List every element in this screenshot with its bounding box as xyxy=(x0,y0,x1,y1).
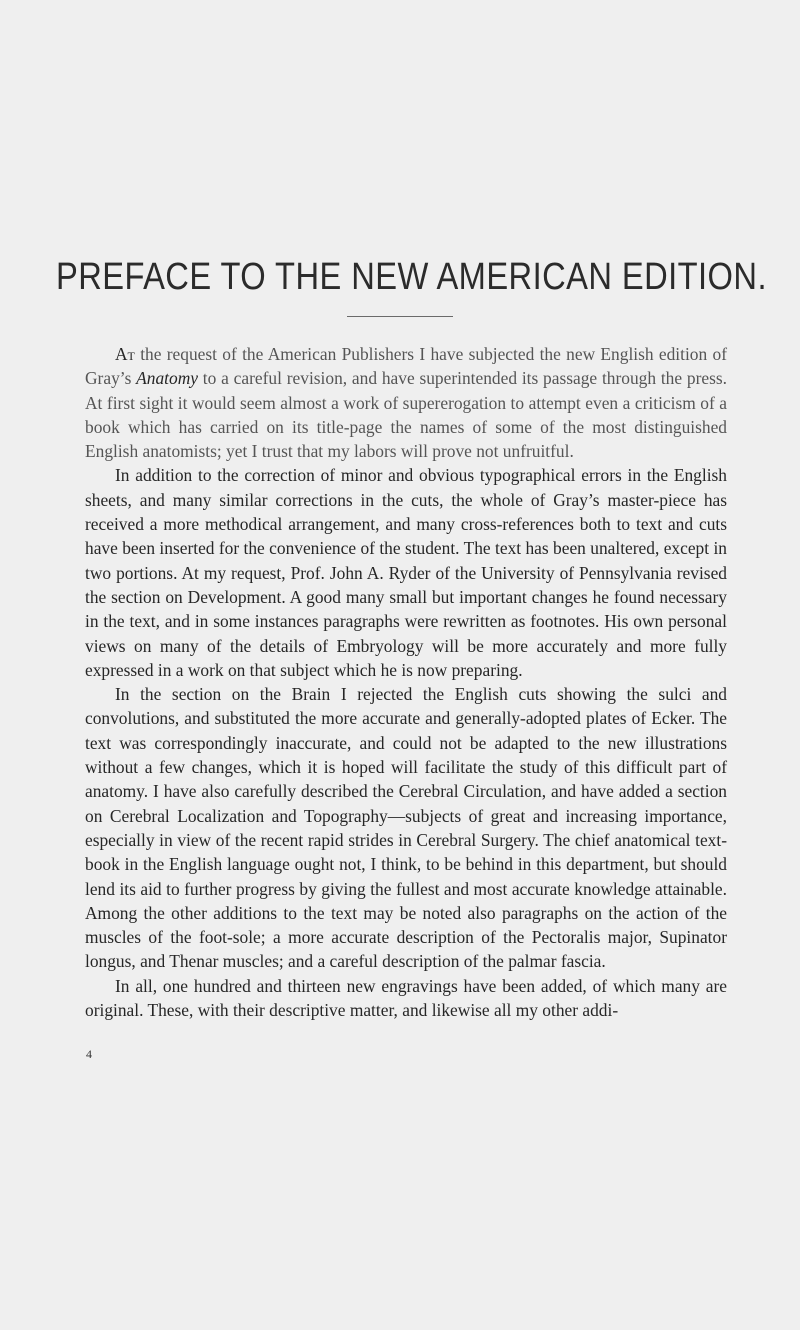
paragraph-1-lead: At xyxy=(115,344,135,364)
paragraph-1-text-b: to a careful revision, and have superintended its passage through the press. At first sight it would seem almost a work of supererogation to attempt even a criticism of a book which has carried on its title-page the names of some of the most distinguished English anatomists; yet I trust that my labors will prove not unfruitful. xyxy=(85,368,727,462)
paragraph-1 xyxy=(85,342,727,463)
paragraph-4: In all, one hundred and thirteen new engravings have been added, of which many are original. These, with their descriptive matter, and likewise all my other addi- xyxy=(85,975,727,1021)
page-number: 4 xyxy=(86,1047,92,1061)
paragraph-1-italic: Anatomy xyxy=(136,368,198,389)
paragraph-2: In addition to the correction of minor and obvious typographical errors in the English sheets, and many similar corrections in the cuts, the whole of Gray’s master-piece has received a more methodical arrangement, and many cross-references both to text and cuts have been inserted for the convenience of the student. The text has been unaltered, except in two portions. At my request, Prof. John A. Ryder of the University of Pennsylvania revised the section on Development. A good many small but important changes he found necessary in the text, and in some instances paragraphs were rewritten as footnotes. His own personal views on many of the details of Embryology will be more accurately and more fully expressed in a work on that subject which he is now preparing. xyxy=(85,465,727,680)
paragraph-3: In the section on the Brain I rejected the English cuts showing the sulci and convolutions, and substituted the more accurate and generally-adopted plates of Ecker. The text was correspondingly inaccurate, and could not be adapted to the new illustrations without a few changes, which it is hoped will facilitate the study of this difficult part of anatomy. I have also carefully described the Cerebral Circulation, and have added a section on Cerebral Localization and Topography—subjects of great and increasing importance, especially in view of the recent rapid strides in Cerebral Surgery. The chief anatomical text-book in the English language ought not, I think, to be behind in this department, but should lend its aid to further progress by giving the fullest and most accurate knowledge attainable. Among the other additions to the text may be noted also paragraphs on the action of the muscles of the foot-sole; a more accurate description of the Pectoralis major, Supinator longus, and Thenar muscles; and a careful description of the palmar fascia. xyxy=(85,684,727,972)
title-divider xyxy=(347,316,453,317)
page-title: PREFACE TO THE NEW AMERICAN EDITION. xyxy=(56,256,767,298)
paragraph-1-text-a: the request of the American Publishers I have subjected the new English edition of Gray’s xyxy=(85,344,727,389)
body-text xyxy=(85,342,727,1022)
